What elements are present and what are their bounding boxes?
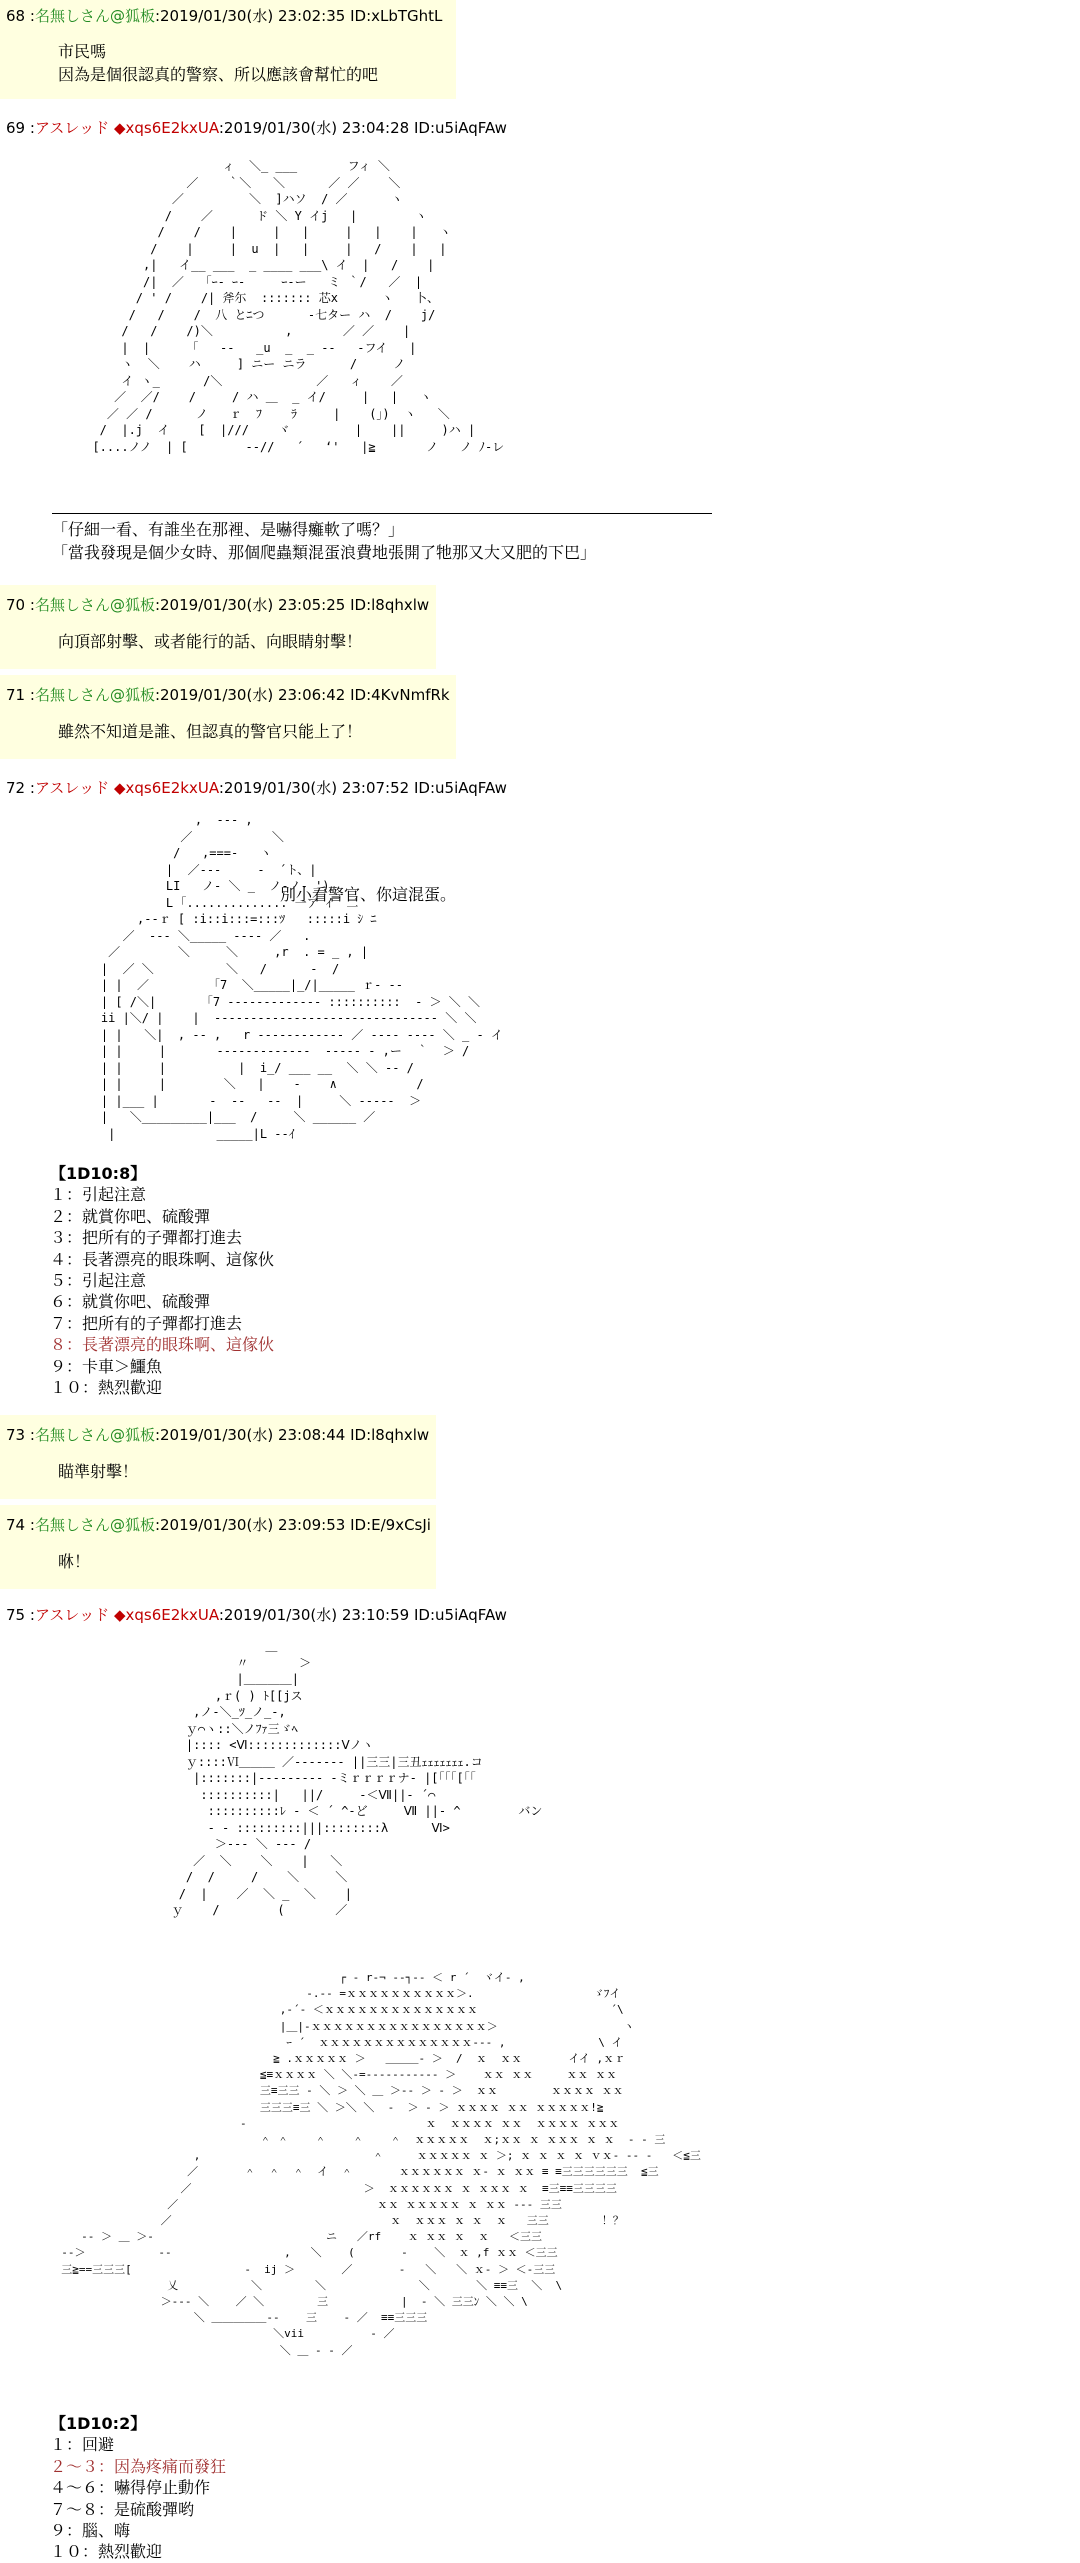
dice-option: ２：就賞你吧、硫酸彈 bbox=[50, 1206, 211, 1226]
poster-name[interactable]: 名無しさん@狐板 bbox=[34, 1426, 155, 1444]
post-date: 2019/01/30(水) 23:02:35 bbox=[160, 7, 346, 25]
post-73-header: 73 :名無しさん@狐板:2019/01/30(水) 23:08:44 ID:l8qhxlw bbox=[6, 1426, 430, 1444]
poster-name[interactable]: 名無しさん@狐板 bbox=[34, 596, 155, 614]
poster-name[interactable]: 名無しさん@狐板 bbox=[34, 7, 155, 25]
post-date: 2019/01/30(水) 23:04:28 bbox=[223, 119, 410, 137]
post-71-header: 71 :名無しさん@狐板:2019/01/30(水) 23:06:42 ID:4KvNmfRk bbox=[6, 686, 450, 704]
dice-option: ９：腦、嗨 bbox=[50, 2521, 131, 2541]
post-id: ID:u5iAqFAw bbox=[413, 779, 507, 797]
post-number: 71 bbox=[6, 686, 26, 704]
dice-option-selected: ８：長著漂亮的眼珠啊、這傢伙 bbox=[50, 1335, 275, 1355]
dice-option: ６：就賞你吧、硫酸彈 bbox=[50, 1292, 211, 1312]
poster-trip: ◆xqs6E2kxUA bbox=[113, 119, 219, 137]
post-number: 75 bbox=[6, 1606, 26, 1624]
post-72-header: 72 :アスレッド ◆xqs6E2kxUA:2019/01/30(水) 23:07:52 ID:u5iAqFAw bbox=[6, 779, 507, 797]
post-68-body: 市民嗎 因為是個很認真的警察、所以應該會幫忙的吧 bbox=[58, 42, 379, 84]
post-number: 73 bbox=[6, 1426, 26, 1444]
dice-result-block bbox=[50, 2413, 226, 2563]
dice-option: １：引起注意 bbox=[50, 1185, 147, 1205]
officer-speech: 別小看警官、你這混蛋。 bbox=[280, 885, 457, 904]
post-date: 2019/01/30(水) 23:05:25 bbox=[160, 596, 346, 614]
poster-name[interactable]: 名無しさん@狐板 bbox=[34, 1516, 155, 1534]
post-id: ID:u5iAqFAw bbox=[413, 119, 507, 137]
post-date: 2019/01/30(水) 23:07:52 bbox=[223, 779, 410, 797]
dice-option: ９：卡車＞鱷魚 bbox=[50, 1356, 163, 1376]
dice-option: １０：熱烈歡迎 bbox=[50, 1378, 163, 1398]
post-date: 2019/01/30(水) 23:06:42 bbox=[160, 686, 346, 704]
post-id: ID:u5iAqFAw bbox=[413, 1606, 507, 1624]
post-number: 70 bbox=[6, 596, 26, 614]
poster-name[interactable]: 名無しさん@狐板 bbox=[34, 686, 155, 704]
post-date: 2019/01/30(水) 23:10:59 bbox=[223, 1606, 410, 1624]
narration-text: 「仔細一看、有誰坐在那裡、是嚇得癱軟了嗎？」 「當我發現是個少女時、那個爬蟲類混蛋浪費地張開了牠那又大又肥的下巴」 bbox=[52, 520, 597, 562]
dice-option: １：回避 bbox=[50, 2435, 115, 2455]
post-70-body: 向頂部射擊、或者能行的話、向眼睛射擊！ bbox=[58, 632, 363, 651]
dice-option-selected: ２～３：因為疼痛而發狂 bbox=[50, 2456, 227, 2476]
post-number: 74 bbox=[6, 1516, 26, 1534]
post-74-body: 咻！ bbox=[58, 1552, 91, 1571]
poster-trip: ◆xqs6E2kxUA bbox=[113, 1606, 219, 1624]
post-id: ID:4KvNmfRk bbox=[350, 686, 450, 704]
dice-result-block bbox=[50, 1163, 274, 1398]
dice-title: 【1D10:8】 bbox=[50, 1164, 147, 1183]
post-68-header: 68 :名無しさん@狐板:2019/01/30(水) 23:02:35 ID:xLbTGhtL bbox=[6, 7, 443, 25]
dice-title: 【1D10:2】 bbox=[50, 2414, 147, 2433]
post-id: ID:xLbTGhtL bbox=[350, 7, 443, 25]
post-id: ID:E/9xCsJi bbox=[350, 1516, 431, 1534]
ascii-art-officer-shooting: ＿ 〃 ＞ |＿＿＿＿| ,ｒ( ) ﾄ[[jス ,ノ‐＼_ﾂ_ノ_‐, ｙ⌒ヽ::＼ノﾌｧ三ゞﾍ |:::: <Ⅵ:::::::::::::Ⅴノヽ ｙ::::Ⅵ＿＿＿ ／‐‐‐‐‐‐‐ ||三三|三丑ｪｪｪｪｪｪｪ.コ |:::::::|‐‐‐‐‐‐‐‐‐ ‐ミｒｒｒｒナ‐ |[｢｢｢[｢｢ ::::::::::| ||/ ‐＜Ⅶ||‐ ´⌒ ::::::::::ﾚ ‐ ＜ ´ ^‐ど Ⅶ ||‐ ^ バン ‐ ‐ :::::::::|||::::::::λ Ⅵ> ＞‐‐‐ ＼ ‐‐‐ / ／ ＼ ＼ | ＼ / / / ＼ ＼ / | ／ ＼ _ ＼ | ｙ / ( ／ bbox=[171, 1639, 543, 1917]
dice-option: １０：熱烈歡迎 bbox=[50, 2542, 163, 2562]
dice-option: ３：把所有的子彈都打進去 bbox=[50, 1228, 243, 1248]
dice-option: ４：長著漂亮的眼珠啊、這傢伙 bbox=[50, 1249, 275, 1269]
ascii-art-officer: , ‐‐‐ , ／ ＼ / ,===‐ ヽ | ／‐‐‐ ‐ ´ト、| LI ノ- ＼ _ ノ‐ノ‐ ') L ｢.............. 一ア ｲ 二 ,‐‐ｒ [ :i::i:::=:::ﾂ :::::i ｼ ﾆ ／ ‐‐‐ ＼_____ ‐‐‐‐ ／ . ／ ＼ ＼ ,r . = _ , | | ／ ＼ ＼ / ‐ / | | ／ ｢7 ＼_____|_/|_____ ｒ‐ ‐‐ | [ /＼| ｢7 ‐‐‐‐‐‐‐‐‐‐‐‐‐ :::::::::: ‐ ＞ ＼ ＼ ii |＼/ | | ‐‐‐‐‐‐‐‐‐‐‐‐‐‐‐‐‐‐‐‐‐‐‐‐‐‐‐‐‐‐‐ ＼ ＼ | | ＼| , ‐‐ , r ‐‐‐‐‐‐‐‐‐‐‐‐ ／ ‐‐‐‐ ‐‐‐‐ ＼ _ ‐ イ | | | ‐‐‐‐‐‐‐‐‐‐‐‐‐ ‐‐‐‐‐ ‐ ,ー ｀ ＞ / | | | | i_/ ___ __ ＼ ＼ ‐‐ / | | | ＼ | ‐ ∧ / | |___ | ‐ ‐‐ ‐‐ | ＼ ‐‐‐‐‐ ＞ | ＼_________|___ / ＼ ______ ／ | _____|L ‐‐ｲ bbox=[100, 813, 503, 1141]
ascii-art-girl: ィ ＼_ ___ フィ ＼ ／ ｀＼ ＼ ／ ／ ＼ ／ ＼ ]ハソ / ／ ヽ / ／ ド ＼ Y イj | ヽ / / | | | | | | ヽ / | | u | | | / | | ,| イ__ ___ _ ____ ___\ イ | / | /| ／ ｢ｰ‐ ｰ‐ ｰ‐ー ミ ｀/ ／ | / ' / /| 斧尓 ::::::: 芯x ヽ 卜、 / / / 八 とﾆつ ‐七ター ハ / j/ / / /)＼ , ／ ／ | | | 「 ‐- _u _ _ -‐ -フイ | ヽ ＼ ハ ] ニー ニラ / ノ イ ヽ_ /＼ ／ ィ ／ ／ ／/ / / ハ ＿ _ イ/ | | ヽ ／ ／ / ノ ｒ ﾌ ﾗ | (｣) ヽ ＼ / |.j イ [ |/// ヾ | || )ハ | [....ノノ | [ ‐‐// ´ ‘' |≧ ノ ノ ﾉ‐レ bbox=[92, 159, 505, 454]
post-69-header: 69 :アスレッド ◆xqs6E2kxUA:2019/01/30(水) 23:04:28 ID:u5iAqFAw bbox=[6, 119, 507, 137]
dice-option: ７：把所有的子彈都打進去 bbox=[50, 1313, 243, 1333]
post-73-body: 瞄準射擊！ bbox=[58, 1462, 139, 1481]
post-id: ID:l8qhxlw bbox=[350, 1426, 430, 1444]
post-74-header: 74 :名無しさん@狐板:2019/01/30(水) 23:09:53 ID:E/9xCsJi bbox=[6, 1516, 431, 1534]
post-70-header: 70 :名無しさん@狐板:2019/01/30(水) 23:05:25 ID:l8qhxlw bbox=[6, 596, 430, 614]
dice-option: ５：引起注意 bbox=[50, 1271, 147, 1291]
post-number: 72 bbox=[6, 779, 26, 797]
post-71-body: 雖然不知道是誰、但認真的警官只能上了！ bbox=[58, 722, 363, 741]
post-date: 2019/01/30(水) 23:09:53 bbox=[160, 1516, 346, 1534]
dice-option: ４～６：嚇得停止動作 bbox=[50, 2478, 211, 2498]
post-75-header: 75 :アスレッド ◆xqs6E2kxUA:2019/01/30(水) 23:10:59 ID:u5iAqFAw bbox=[6, 1606, 507, 1624]
post-date: 2019/01/30(水) 23:08:44 bbox=[160, 1426, 346, 1444]
post-number: 68 bbox=[6, 7, 26, 25]
post-id: ID:l8qhxlw bbox=[350, 596, 430, 614]
poster-name[interactable]: アスレッド bbox=[34, 1606, 110, 1624]
poster-name[interactable]: アスレッド bbox=[34, 119, 110, 137]
poster-name[interactable]: アスレッド bbox=[34, 779, 110, 797]
dice-option: ７～８：是硫酸彈哟 bbox=[50, 2499, 195, 2519]
post-number: 69 bbox=[6, 119, 26, 137]
ascii-art-crocodile: ┌ ‐ r‐¬ ‐‐┐‐‐ ＜ r ´ ヾイ‐ , ‐.‐‐ =ｘｘｘｘｘｘｘｘｘｘ＞. ゞﾌイ ,‐´‐ ＜ｘｘｘｘｘｘｘｘｘｘｘｘｘｘ ´\ |＿|‐ｘｘｘｘｘｘｘｘｘｘｘｘｘｘｘｘ＞ ヽ ｰ ´ ｘｘｘｘｘｘｘｘｘｘｘｘｘｘ‐‐‐ , \ イ ≧ .ｘｘｘｘｘ ＞ ＿＿＿‐ ＞ / ｘ ｘｘ イイ ,ｘｒ ≦≡ｘｘｘｘ ＼ ＼‐=‐‐‐‐‐‐‐‐‐‐‐ ＞ ｘｘ ｘｘ ｘｘ ｘｘ 三≡三三 ‐ ＼ ＞ ＼ ＿ ＞‐‐ ＞ ‐ ＞ ｘｘ ｘｘｘｘ ｘｘ 三三三≡三 ＼ ＞＼ ＼ ‐ ＞ ‐ ＞ ｘｘｘｘ ｘｘ ｘｘｘｘｘ!≧ ‐ ｘ ｘｘｘｘ ｘｘ ｘｘｘｘ ｘｘｘ ＾ ＾ ＾ ＾ ＾ ｘｘｘｘｘ ｘ;ｘｘ ｘ ｘｘｘ ｘ ｘ ‐ ‐ 三 , ＾ ｘｘｘｘｘ ｘ ＞; ｘ ｘ ｘ ｘ ｖｘ‐ ‐‐ ‐ ＜≦三 ／ ＾ ＾ ＾ イ ＾ ｘｘｘｘｘｘ ｘ‐ ｘ ｘｘ ≡ ≡三三三三三三 ≦三 ／ ＞ ｘｘｘｘｘｘ ｘ ｘｘｘ ｘ ≡三≡≡三三三三 ／ ｘｘ ｘｘｘｘｘ ｘ ｘｘ ‐‐‐ 三三 ／ ｘ ｘｘｘ ｘ ｘ ｘ 三三 ！？ ‐‐ ＞ ＿ ＞‐ ニ ／rf ｘ ｘｘ ｘ ｘ ＜三三 ‐‐＞ ‐‐ , ＼ ( ‐ ＼ ｘ ,f ｘｘ ＜三三 三≧==三三三[ ‐ ij ＞ ／ ‐ ＼ ＼ ｘ‐ ＞ ＜‐三三 乂 ＼ ＼ ＼ ＼ ≡≡三 ＼ \ ＞‐‐‐ ＼ ／ ＼ 三 | ‐ ＼ 三三ﾝ ＼ ＼ \ ＼ ＿＿＿＿＿‐‐ 三 ‐ ／ ≡≡三三三 ＼vii ‐ ／ ＼ ＿ ‐ ‐ ／ bbox=[61, 1971, 701, 2357]
divider bbox=[52, 513, 712, 514]
poster-trip: ◆xqs6E2kxUA bbox=[113, 779, 219, 797]
